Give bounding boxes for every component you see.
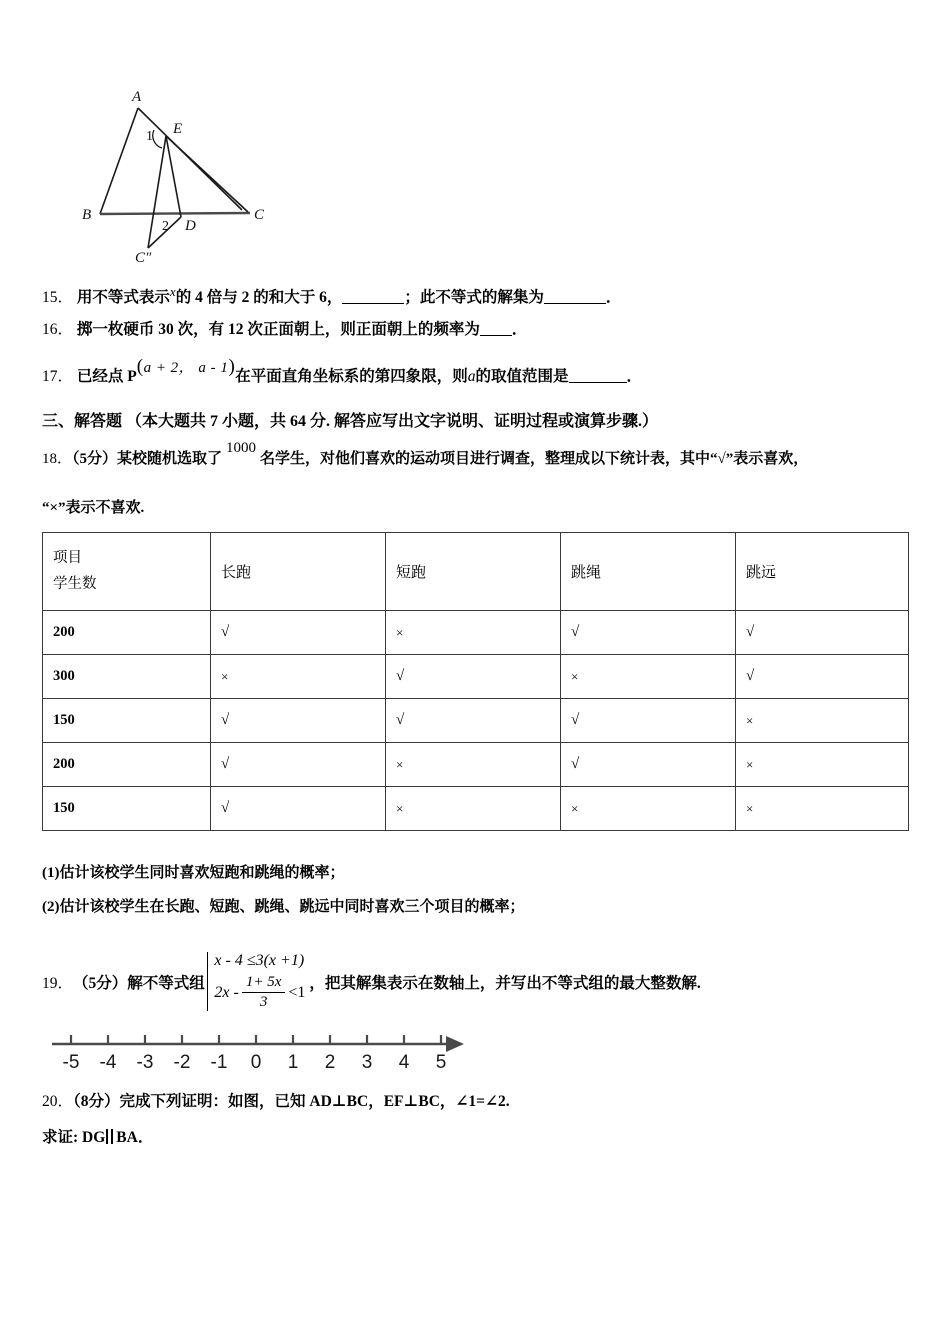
question-15-text-part2: 的 4 倍与 2 的和大于 6， [175,289,343,307]
numberline-tick-label: 4 [398,1052,410,1073]
question-15 [42,282,621,309]
numberline-tick-label: -2 [173,1052,191,1073]
question-16-text: 掷一枚硬币 30 次，有 12 次正面朝上，则正面朝上的频率为 [76,321,480,338]
question-17-period: ． [626,368,643,385]
table-cell-mark: √ [386,699,561,743]
question-17-coordinates: (a + 2， a - 1) [136,356,236,377]
question-20-line2 [42,1126,153,1149]
question-17-variable: a [467,368,476,385]
inequality-2-right: <1 [288,983,306,1001]
numberline-tick-label: 5 [435,1052,447,1073]
table-cell-mark: × [211,655,386,699]
table-cell-mark: √ [211,743,386,787]
parallel-symbol-icon [105,1129,116,1144]
numberline-tick-label: 0 [250,1052,262,1073]
question-18-text-part2: 名学生，对他们喜欢的运动项目进行调查，整理成以下统计表，其中“√”表示喜欢， [260,451,809,467]
inequality-2 [214,974,305,1011]
inequality-2-fraction [242,974,286,1011]
question-20-number: 20． [42,1093,74,1110]
table-corner-header [43,533,211,611]
question-20-points: （8分） [73,1093,120,1110]
table-cell-mark: √ [736,611,909,655]
question-17-text-part2: 在平面直角坐标系的第四象限，则 [235,368,468,385]
triangle-geometry-figure [42,78,332,263]
table-cell-mark: √ [561,611,736,655]
inequality-system [214,952,305,1011]
question-17-text-part1: 已经点 P [76,368,137,385]
question-19-points: （5分） [73,974,128,992]
question-18-points: （5分） [72,451,118,467]
question-19 [42,952,701,1011]
question-15-text-part1: 用不等式表示 [76,289,170,307]
table-cell-mark: √ [211,611,386,655]
question-16-period: ． [511,321,528,338]
table-cell-mark: × [736,787,909,831]
numberline-tick-label: 1 [287,1052,299,1073]
table-cell-mark: × [386,787,561,831]
figure-label-E: E [173,121,183,137]
table-cell-mark: √ [736,655,909,699]
table-row [43,699,909,743]
table-row [43,655,909,699]
question-15-variable: x [169,284,176,299]
question-18-sub-1: (1)估计该校学生同时喜欢短跑和跳绳的概率； [42,865,345,881]
figure-label-C-double-prime: C″ [135,250,152,263]
question-18-number: 18． [42,451,73,467]
question-20-text: 完成下列证明：如图，已知 AD⊥BC，EF⊥BC，∠1=∠2. [119,1093,510,1110]
table-row-count: 200 [43,743,211,787]
statistics-table [42,532,909,831]
table-cell-mark: √ [561,743,736,787]
question-15-separator: ； [404,289,420,307]
figure-label-C: C [254,207,265,223]
table-column-header-long-run: 长跑 [211,533,386,611]
fraction-numerator: 1+ 5x [245,974,282,990]
inequality-1: x - 4 ≤3(x +1) [214,952,305,969]
question-15-text-part3: 此不等式的解集为 [419,289,544,307]
figure-angle-label-2: 2 [162,219,169,234]
question-16 [42,318,527,341]
question-18-text-part1: 某校随机选取了 [117,451,223,467]
question-17-text-part3: 的取值范围是 [475,368,569,385]
inequality-system-brace [207,952,306,1011]
question-18-sub-2: (2)估计该校学生在长跑、短跑、跳绳、跳远中同时喜欢三个项目的概率； [42,899,525,915]
table-cell-mark: √ [211,787,386,831]
table-row [43,787,909,831]
table-corner-label-project: 项目 [53,550,82,567]
question-19-number: 19． [42,974,74,992]
figure-label-A: A [132,89,142,105]
table-cell-mark: × [386,743,561,787]
table-header-row [43,533,909,611]
table-column-header-long-jump: 跳远 [736,533,909,611]
brace-bar [207,952,209,1011]
table-row-count: 300 [43,655,211,699]
table-cell-mark: × [736,743,909,787]
numberline-tick-label: -3 [136,1052,154,1073]
table-row-count: 200 [43,611,211,655]
question-18-line2: “×”表示不喜欢. [42,500,145,516]
numberline-tick-label: 2 [324,1052,336,1073]
question-20-prove-lead: 求证: DG [42,1129,106,1146]
table-cell-mark: × [561,655,736,699]
table-column-header-rope-skip: 跳绳 [561,533,736,611]
table-row-count: 150 [43,699,211,743]
table-row [43,743,909,787]
figure-angle-label-1: 1 [146,129,153,144]
numberline-tick-label: 3 [361,1052,373,1073]
table-cell-mark: × [386,611,561,655]
table-row [43,611,909,655]
table-cell-mark: √ [211,699,386,743]
table-cell-mark: √ [561,699,736,743]
numberline-tick-label: -1 [210,1052,228,1073]
table-cell-mark: √ [386,655,561,699]
question-20-prove-tail: BA． [116,1129,154,1146]
numberline-tick-label: -5 [62,1052,80,1073]
question-17 [42,356,643,391]
question-15-period: ． [605,289,622,307]
section-3-heading: 三、解答题 （本大题共 7 小题，共 64 分. 解答应写出文字说明、证明过程或演算步骤.） [42,413,659,430]
question-15-blank-1[interactable] [342,289,404,304]
figure-label-D: D [185,218,196,234]
numberline-tick-label: -4 [99,1052,117,1073]
table-corner-label-student-count: 学生数 [53,575,97,592]
question-18 [42,440,809,471]
question-15-number: 15． [42,289,74,307]
question-20 [42,1090,510,1113]
table-cell-mark: × [561,787,736,831]
inequality-2-left: 2x - [214,983,239,1001]
question-19-tail: ，把其解集表示在数轴上，并写出不等式组的最大整数解. [309,974,701,992]
number-line-figure [42,1030,472,1092]
question-16-number: 16． [42,321,74,338]
fraction-denominator: 3 [259,994,268,1010]
figure-label-B: B [82,207,92,223]
question-18-student-count: 1000 [226,440,257,456]
question-16-blank[interactable] [480,321,512,336]
question-19-lead: 解不等式组 [127,974,205,992]
question-15-blank-2[interactable] [544,289,606,304]
table-row-count: 150 [43,787,211,831]
table-cell-mark: × [736,699,909,743]
question-17-blank[interactable] [569,368,627,383]
question-17-number: 17． [42,368,74,385]
table-column-header-short-run: 短跑 [386,533,561,611]
